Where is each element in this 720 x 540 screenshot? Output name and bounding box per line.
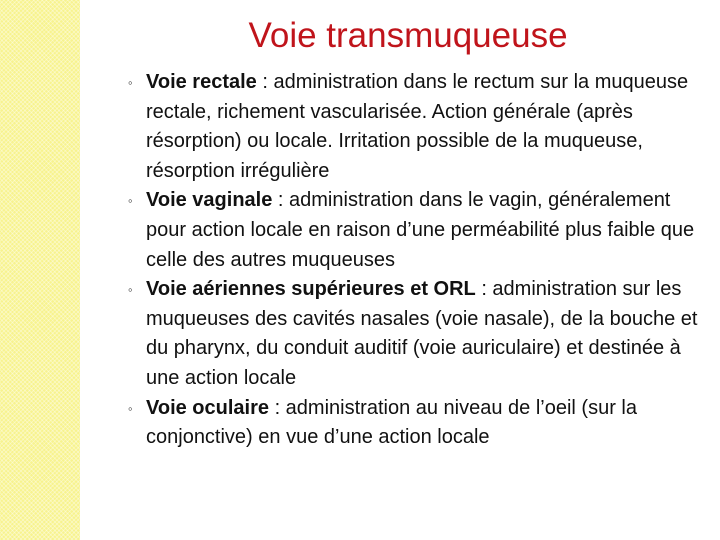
bullet-text: : administration dans le vagin, généralement pour action locale en raison d’une perméabilité plus faible que celle des autres muqueuses (146, 189, 695, 271)
bullet-text: : administration au niveau de l’oeil (sur la conjonctive) en vue d’une action locale (146, 396, 637, 449)
bullet-circle-icon: ◦ (128, 75, 133, 90)
bullet-term: Voie rectale (146, 71, 257, 93)
bullet-list (128, 68, 700, 453)
bullet-term: Voie oculaire (146, 396, 270, 419)
bullet-item-rectale (128, 68, 700, 186)
bullet-text: : administration sur les muqueuses des cavités nasales (voie nasale), de la bouche et du pharynx, du conduit auditif (voie auriculaire) et destinée à une action locale (146, 278, 698, 389)
bullet-circle-icon: ◦ (128, 400, 133, 416)
bullet-item-vaginale (128, 186, 700, 275)
bullet-term: Voie vaginale (146, 189, 273, 212)
slide-title: Voie transmuqueuse (248, 16, 568, 55)
bullet-item-oculaire (128, 394, 700, 453)
bullet-circle-icon: ◦ (128, 193, 133, 209)
bullet-text: : administration dans le rectum sur la muqueuse rectale, richement vascularisée. Action générale (après résorption) ou locale. Irritation possible de la muqueuse, résorption irrégulière (146, 71, 689, 182)
bullet-term: Voie aériennes supérieures et ORL (146, 278, 476, 301)
bullet-item-orl (128, 275, 700, 393)
bullet-circle-icon: ◦ (128, 282, 133, 298)
decorative-side-band (0, 0, 80, 540)
